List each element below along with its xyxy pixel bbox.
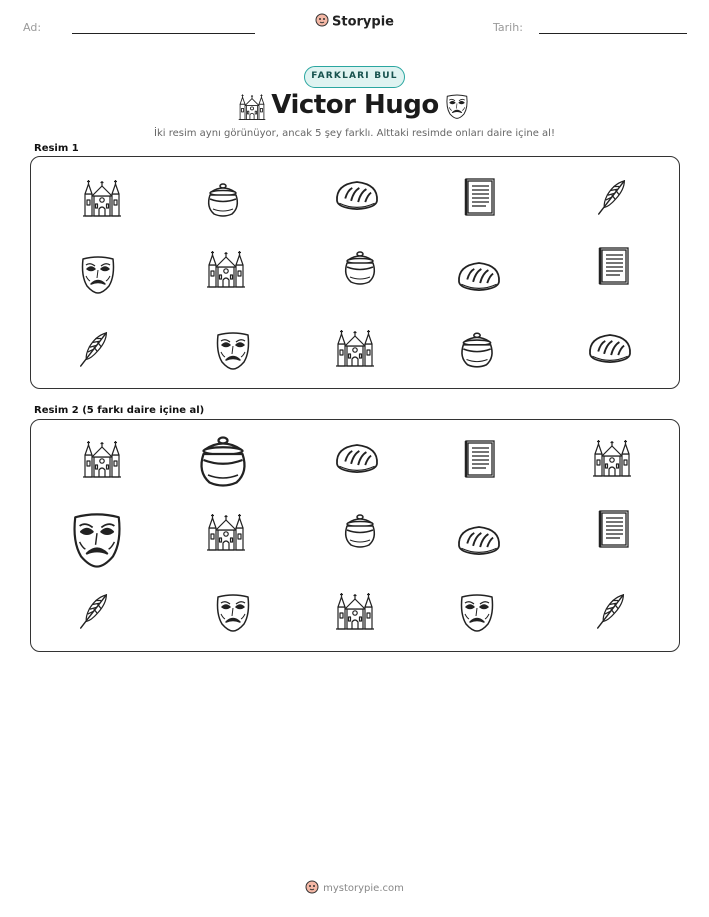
mask-icon[interactable] [457, 587, 497, 637]
pot-icon [456, 325, 498, 373]
book-icon [594, 243, 634, 289]
picture2-label: Resim 2 (5 farkı daire içine al) [34, 405, 205, 416]
page-title: Victor Hugo [271, 90, 439, 120]
mask-icon [78, 249, 118, 299]
footer [0, 880, 709, 897]
bread-icon [333, 175, 381, 215]
mask-icon[interactable] [68, 504, 126, 574]
pot-icon [340, 243, 380, 291]
mask-icon[interactable] [213, 587, 253, 637]
quill-icon[interactable] [75, 588, 113, 634]
instructions: İki resim aynı görünüyor, ancak 5 şey farklı. Alttaki resimde onları daire içine al! [154, 128, 555, 139]
church-icon [335, 324, 375, 372]
bread-icon[interactable] [455, 520, 503, 560]
church-icon[interactable] [335, 587, 375, 635]
mask-icon [213, 325, 253, 375]
church-icon [82, 175, 122, 221]
book-icon[interactable] [460, 436, 500, 482]
church-icon[interactable] [592, 434, 632, 482]
bread-icon[interactable] [333, 438, 381, 478]
church-icon [238, 92, 266, 122]
storypie-logo-icon [305, 880, 319, 897]
picture1-label: Resim 1 [34, 143, 79, 154]
book-icon [460, 174, 500, 220]
mask-icon [444, 91, 470, 121]
quill-icon [593, 174, 631, 220]
bread-icon [455, 256, 503, 296]
name-label: Ad: [23, 21, 42, 34]
storypie-logo-icon [315, 13, 329, 31]
date-label: Tarih: [493, 21, 523, 34]
footer-site[interactable]: mystorypie.com [323, 883, 404, 894]
activity-badge: FARKLARI BUL [304, 66, 405, 88]
quill-icon [75, 326, 113, 372]
bread-icon [586, 328, 634, 368]
church-icon [206, 245, 246, 293]
brand-logo [0, 13, 709, 31]
church-icon[interactable] [206, 508, 246, 556]
name-line[interactable] [72, 33, 255, 34]
book-icon[interactable] [594, 506, 634, 552]
pot-icon [203, 176, 243, 222]
church-icon[interactable] [82, 436, 122, 482]
date-line[interactable] [539, 33, 687, 34]
pot-icon[interactable] [193, 426, 253, 494]
quill-icon[interactable] [592, 588, 630, 634]
brand-name: Storypie [332, 14, 394, 30]
pot-icon[interactable] [340, 506, 380, 554]
